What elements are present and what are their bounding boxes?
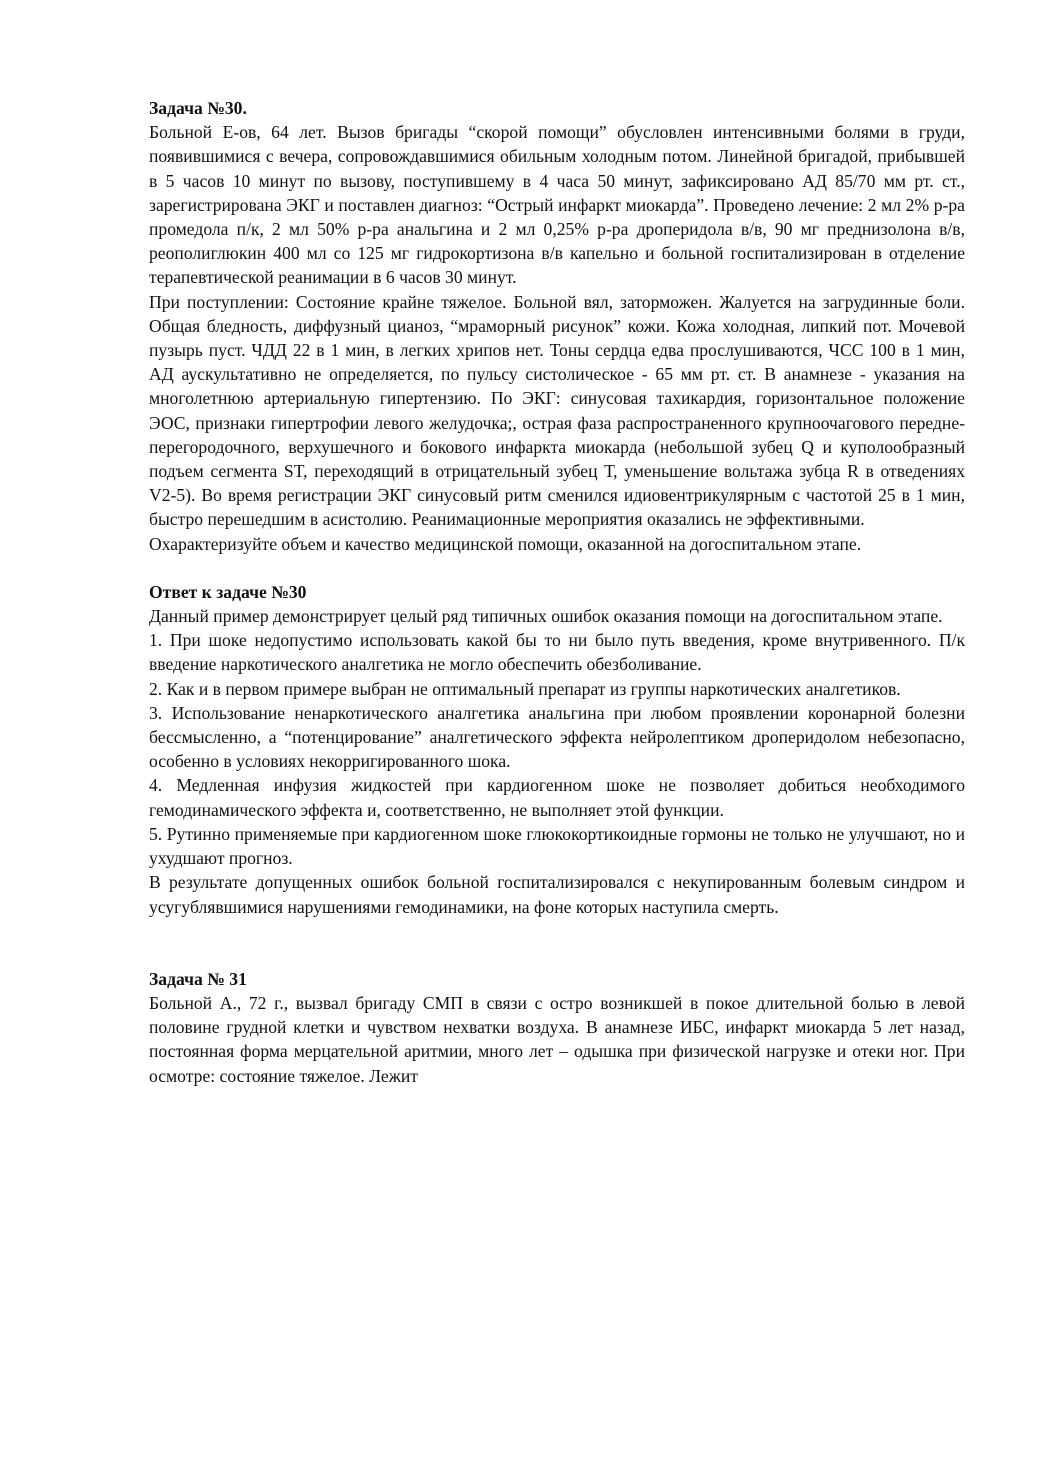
answer-30-item-1: 1. При шоке недопустимо использовать какой бы то ни было путь введения, кроме внутривенного. П/к введение наркотического аналгетика не могло обеспечить обезболивание. (149, 630, 965, 675)
task-31-paragraph-1: Больной А., 72 г., вызвал бригаду СМП в связи с остро возникшей в покое длительной болью в левой половине грудной клетки и чувством нехватки воздуха. В анамнезе ИБС, инфаркт миокарда 5 лет назад, постоянная форма мерцательной аритмии, много лет – одышка при физической нагрузке и отеки ног. При осмотре: состояние тяжелое. Лежит (149, 992, 965, 1086)
task-31-title: Задача № 31 (149, 968, 247, 989)
answer-30-title: Ответ к задаче №30 (149, 581, 307, 602)
spacer (149, 919, 965, 967)
answer-30-item-2: 2. Как и в первом примере выбран не оптимальный препарат из группы наркотических аналгетиков. (149, 678, 901, 699)
answer-30-conclusion: В результате допущенных ошибок больной госпитализировался с некупированным болевым синдром и усугублявшимися нарушениями гемодинамики, на фоне которых наступила смерть. (149, 872, 965, 917)
answer-30-item-4: 4. Медленная инфузия жидкостей при кардиогенном шоке не позволяет добиться необходимого гемодинамического эффекта и, соответственно, не выполняет этой функции. (149, 775, 965, 820)
answer-30-item-5: 5. Рутинно применяемые при кардиогенном шоке глюкокортикоидные гормоны не только не улучшают, но и ухудшают прогноз. (149, 823, 965, 869)
task-30-question: Охарактеризуйте объем и качество медицинской помощи, оказанной на догоспитальном этапе. (149, 533, 862, 554)
document-page (149, 96, 965, 1088)
answer-30-item-3: 3. Использование ненаркотического аналгетика анальгина при любом проявлении коронарной болезни бессмысленно, а “потенцирование” аналгетического эффекта нейролептиком дроперидолом небезопасно, особенно в условиях некорригированного шока. (149, 702, 965, 772)
task-30-paragraph-1: Больной Е-ов, 64 лет. Вызов бригады “скорой помощи” обусловлен интенсивными болями в груди, появившимися с вечера, сопровождавшимися обильным холодным потом. Линейной бригадой, прибывшей в 5 часов 10 минут по вызову, поступившему в 4 часа 50 минут, зафиксировано АД 85/70 мм рт. ст., зарегистрирована ЭКГ и поставлен диагноз: “Острый инфаркт миокарда”. Проведено лечение: 2 мл 2% р-ра промедола п/к, 2 мл 50% р-ра анальгина и 2 мл 0,25% р-ра дроперидола в/в, 90 мг преднизолона в/в, реополиглюкин 400 мл со 125 мг гидрокортизона в/в капельно и больной госпитализирован в отделение терапевтической реанимации в 6 часов 30 минут. (149, 122, 965, 288)
spacer (149, 556, 965, 580)
task-30-paragraph-2: При поступлении: Состояние крайне тяжелое. Больной вял, заторможен. Жалуется на загрудинные боли. Общая бледность, диффузный цианоз, “мраморный рисунок” кожи. Кожа холодная, липкий пот. Мочевой пузырь пуст. ЧДД 22 в 1 мин, в легких хрипов нет. Тоны сердца едва прослушиваются, ЧСС 100 в 1 мин, АД аускультативно не определяется, по пульсу систолическое - 65 мм рт. ст. В анамнезе - указания на многолетнюю артериальную гипертензию. По ЭКГ: синусовая тахикардия, горизонтальное положение ЭОС, признаки гипертрофии левого желудочка;, острая фаза распространенного крупноочагового передне-перегородочного, верхушечного и бокового инфаркта миокарда (небольшой зубец Q и куполообразный подъем сегмента ST, переходящий в отрицательный зубец Т, уменьшение вольтажа зубца R в отведениях V2-5). Во время регистрации ЭКГ синусовый ритм сменился идиовентрикулярным с частотой 25 в 1 мин, быстро перешедшим в асистолию. Реанимационные мероприятия оказались не эффективными. (149, 291, 965, 530)
task-30-title: Задача №30. (149, 98, 247, 118)
answer-30-intro: Данный пример демонстрирует целый ряд типичных ошибок оказания помощи на догоспитальном этапе. (149, 606, 943, 627)
